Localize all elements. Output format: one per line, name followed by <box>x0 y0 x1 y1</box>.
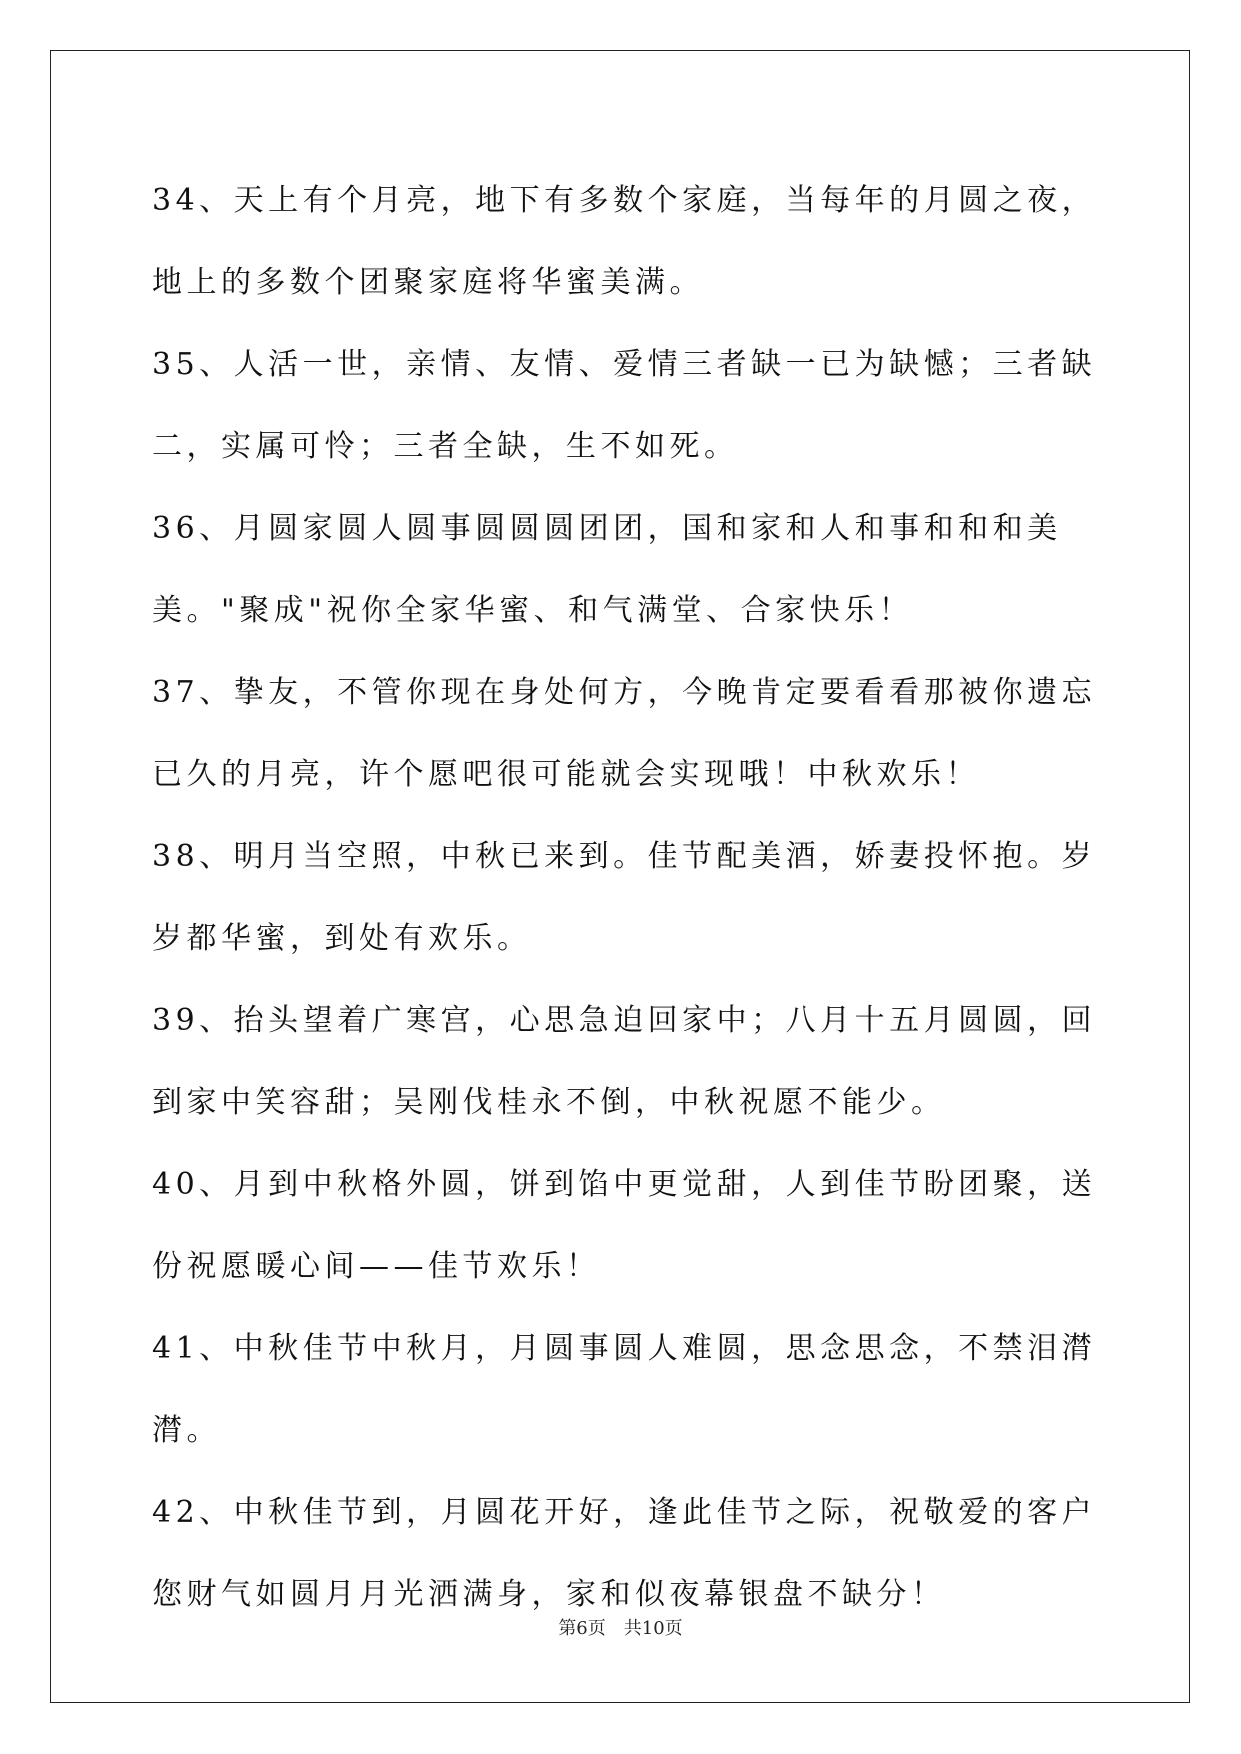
paragraph-36: 36、月圆家圆人圆事圆圆圆团团，国和家和人和事和和和美美。"聚成"祝你全家华蜜、和气满堂、合家快乐！ <box>152 511 1062 628</box>
paragraph-40: 40、月到中秋格外圆，饼到馅中更觉甜，人到佳节盼团聚，送份祝愿暖心间——佳节欢乐！ <box>152 1167 1097 1284</box>
paragraph-34: 34、天上有个月亮，地下有多数个家庭，当每年的月圆之夜，地上的多数个团聚家庭将华蜜美满。 <box>152 183 1097 300</box>
paragraph-41: 41、中秋佳节中秋月，月圆事圆人难圆，思念思念，不禁泪潸潸。 <box>152 1331 1097 1448</box>
paragraph-42: 42、中秋佳节到，月圆花开好，逢此佳节之际，祝敬爱的客户您财气如圆月月光洒满身，家和似夜幕银盘不缺分！ <box>152 1495 1097 1612</box>
document-body <box>152 160 1102 1636</box>
paragraph-39: 39、抬头望着广寒宫，心思急迫回家中；八月十五月圆圆，回到家中笑容甜；吴刚伐桂永不倒，中秋祝愿不能少。 <box>152 1003 1097 1120</box>
page-footer <box>0 1614 1241 1640</box>
paragraph-37: 37、挚友，不管你现在身处何方，今晚肯定要看看那被你遗忘已久的月亮，许个愿吧很可能就会实现哦！中秋欢乐！ <box>152 675 1097 792</box>
paragraph-38: 38、明月当空照，中秋已来到。佳节配美酒，娇妻投怀抱。岁岁都华蜜，到处有欢乐。 <box>152 839 1097 956</box>
total-page-count: 共10页 <box>623 1618 683 1639</box>
paragraph-35: 35、人活一世，亲情、友情、爱情三者缺一已为缺憾；三者缺二，实属可怜；三者全缺，生不如死。 <box>152 347 1097 464</box>
current-page-number: 第6页 <box>558 1618 606 1639</box>
